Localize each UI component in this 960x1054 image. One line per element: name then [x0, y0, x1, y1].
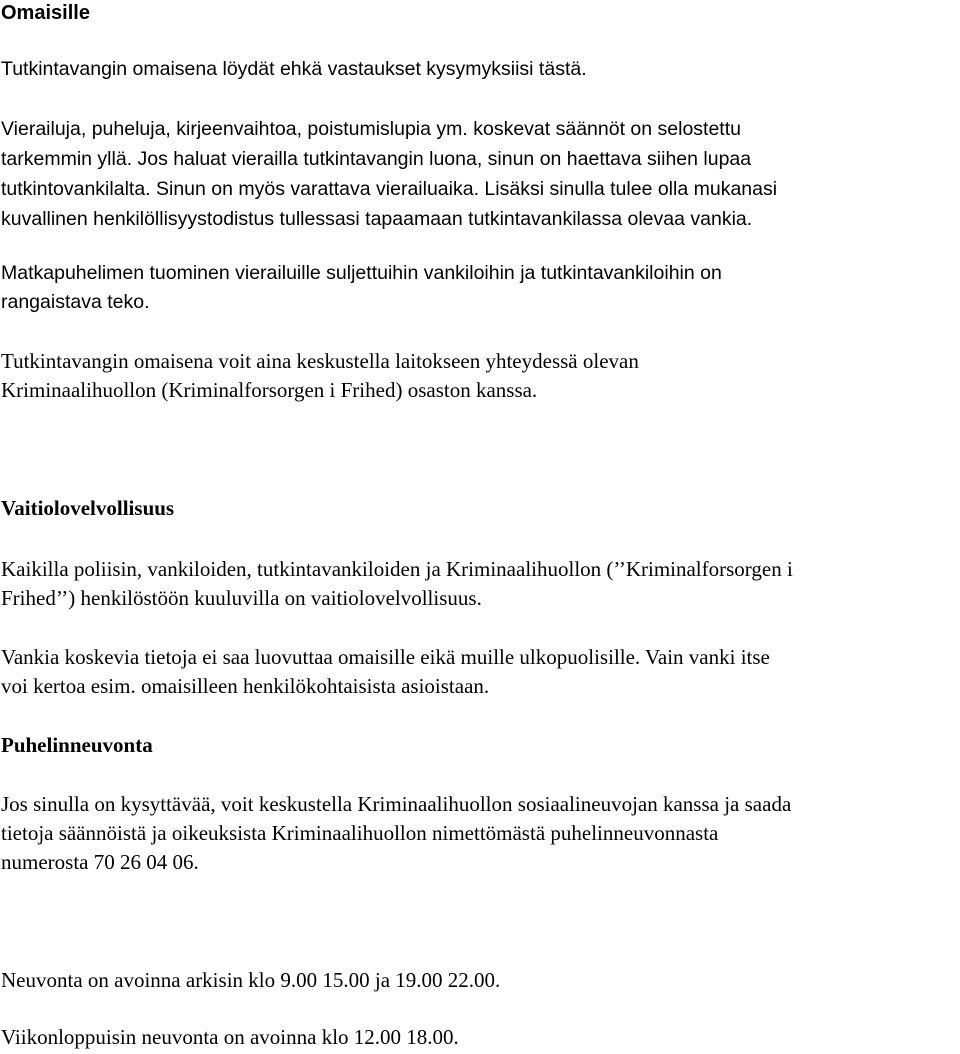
mobile-phone-paragraph: Matkapuhelimen tuominen vierailuille suljettuihin vankiloihin ja tutkintavankiloihin on rangaistava teko. [1, 262, 722, 313]
heading-omaisille: Omaisille [1, 2, 90, 24]
confidentiality-paragraph: Kaikilla poliisin, vankiloiden, tutkintavankiloiden ja Kriminaalihuollon (’’Kriminalforsorgen i Frihed’’) henkilöstöön kuuluvilla on vaitiolovelvollisuus. [1, 557, 793, 610]
heading-vaitiolovelvollisuus: Vaitiolovelvollisuus [1, 496, 175, 520]
visits-paragraph-part-2: Lisäksi sinulla tulee olla mukanasi kuvallinen henkilöllisyystodistus tullessasi tapaamaan tutkintavankilassa olevaa vankia. [1, 178, 778, 230]
information-disclosure-paragraph: Vankia koskevia tietoja ei saa luovuttaa omaisille eikä muille ulkopuolisille. Vain vanki itse voi kertoa esim. omaisilleen henkilökohtaisista asioistaan. [1, 645, 770, 698]
weekend-hours: Viikonloppuisin neuvonta on avoinna klo 12.00 18.00. [1, 1025, 459, 1049]
visits-paragraph [1, 114, 959, 234]
intro-paragraph: Tutkintavangin omaisena löydät ehkä vastaukset kysymyksiisi tästä. [1, 58, 587, 80]
visits-paragraph-part-1: Vierailuja, puheluja, kirjeenvaihtoa, poistumislupia ym. koskevat säännöt on selostettu tarkemmin yllä. Jos haluat vierailla tutkintavangin luona, sinun on haettava siihen lupaa tutkintovankilalta. Sinun on myös varattava vierailuaika. [1, 118, 752, 200]
heading-puhelinneuvonta: Puhelinneuvonta [1, 733, 153, 757]
probation-paragraph: Tutkintavangin omaisena voit aina keskustella laitokseen yhteydessä olevan Kriminaalihuollon (Kriminalforsorgen i Frihed) osaston kanssa. [1, 349, 639, 402]
weekday-hours: Neuvonta on avoinna arkisin klo 9.00 15.00 ja 19.00 22.00. [1, 968, 501, 992]
phone-counselling-paragraph: Jos sinulla on kysyttävää, voit keskustella Kriminaalihuollon sosiaalineuvojan kanssa ja saada tietoja säännöistä ja oikeuksista Kriminaalihuollon nimettömästä puhelinneuvonnasta numerosta 70 26 04 06. [1, 792, 792, 874]
